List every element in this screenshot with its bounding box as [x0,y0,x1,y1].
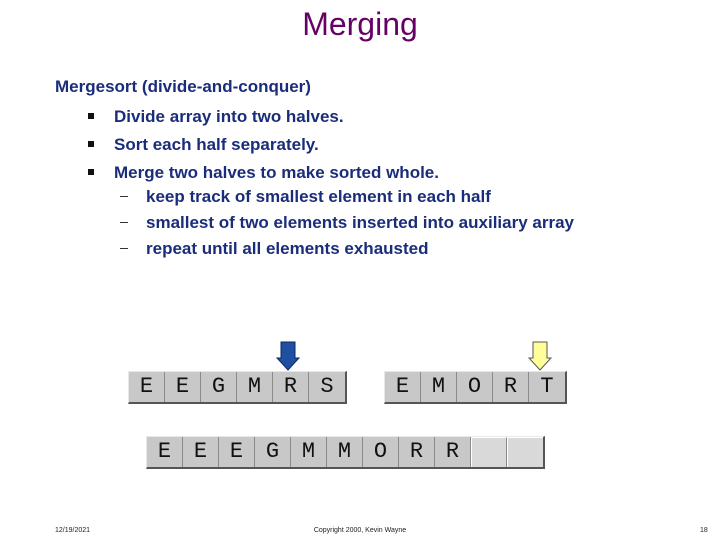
sub-bullet-item [120,239,428,259]
bullet-text: Merge two halves to make sorted whole. [114,163,439,182]
array-cell: R [493,372,529,402]
array-cell: G [255,437,291,467]
array-cell: G [201,372,237,402]
bullet-text: Divide array into two halves. [114,107,344,126]
right-pointer-arrow-icon [528,341,552,371]
array-cell: R [273,372,309,402]
left-half-array [128,371,347,404]
array-cell: E [129,372,165,402]
array-cell: E [165,372,201,402]
bullet-text: Sort each half separately. [114,135,319,154]
array-cell: E [183,437,219,467]
array-cell: E [385,372,421,402]
sub-bullet-text: smallest of two elements inserted into auxiliary array [146,213,574,232]
sub-bullet-item [120,213,574,233]
bullet-square-icon [88,141,94,147]
left-pointer-arrow-icon [276,341,300,371]
empty-array-cell [471,437,507,467]
array-cell: M [237,372,273,402]
array-cell: E [147,437,183,467]
auxiliary-array [146,436,545,469]
array-cell: M [327,437,363,467]
footer-page-number: 18 [700,527,708,534]
array-cell: S [320,374,334,399]
bullet-square-icon [88,169,94,175]
sub-bullet-text: repeat until all elements exhausted [146,239,429,258]
array-cell: M [421,372,457,402]
slide-title: Merging [302,6,418,42]
array-cell: M [291,437,327,467]
footer-date: 12/19/2021 [55,527,91,534]
dash-icon [120,196,128,197]
array-cell: R [435,437,471,467]
empty-array-cell [507,437,543,467]
array-cell: E [219,437,255,467]
sub-bullet-item [120,187,491,207]
array-cell: T [540,374,554,399]
array-cell: O [457,372,493,402]
dash-icon [120,222,128,223]
sub-bullet-text: keep track of smallest element in each half [146,187,491,206]
dash-icon [120,248,128,249]
array-cell: R [399,437,435,467]
footer-copyright: Copyright 2000, Kevin Wayne [313,527,407,534]
array-cell: O [363,437,399,467]
right-half-array [384,371,567,404]
subtitle: Mergesort (divide-and-conquer) [55,77,311,96]
bullet-square-icon [88,113,94,119]
